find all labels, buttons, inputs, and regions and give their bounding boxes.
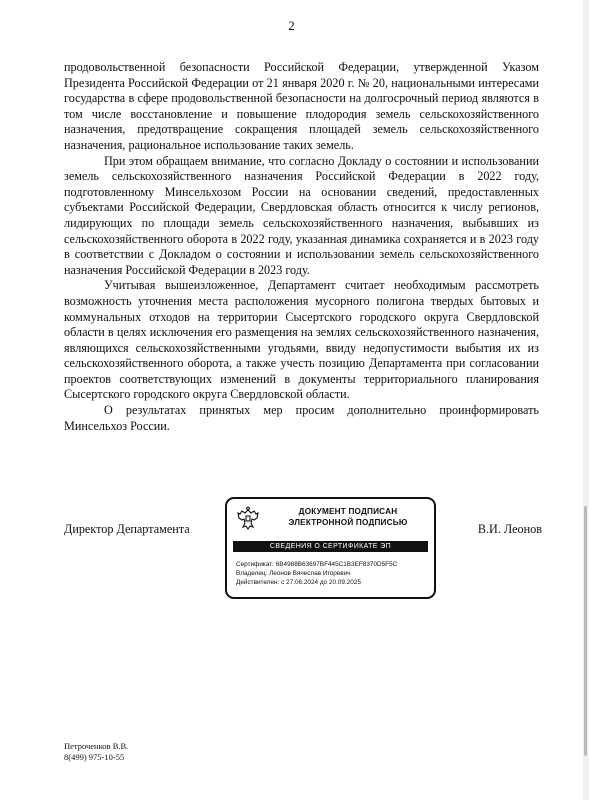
scrollbar[interactable] — [584, 506, 587, 756]
signer-position: Директор Департамента — [64, 522, 190, 536]
stamp-title-line-2: ЭЛЕКТРОННОЙ ПОДПИСЬЮ — [288, 518, 408, 527]
paragraph-4: О результатах принятых мер просим дополнительно проинформировать Минсельхоз России. — [64, 403, 539, 433]
paragraph-2: При этом обращаем внимание, что согласно Докладу о состоянии и использовании земель сельскохозяйственного назначения Российской Федерации в 2022 году, подготовленному Минсельхозом России на основании сведений, предоставленных субъектами Российской Федерации, Свердловская область относится к числу регионов, лидирующих по площади земель сельскохозяйственного назначения, выбывших из сельскохозяйственного оборота в 2022 году, указанная динамика сохраняется и в 2023 году в соответствии с Докладом о состоянии и использовании земель сельскохозяйственного назначения Российской Федерации в 2023 году. — [64, 153, 539, 277]
certificate-validity: Действителен: с 27.06.2024 до 20.09.2025 — [236, 579, 361, 586]
paragraph-3: Учитывая вышеизложенное, Департамент считает необходимым рассмотреть возможность уточнения места расположения мусорного полигона твердых бытовых и коммунальных отходов на территории Сысертского городского округа Свердловской области в целях исключения его размещения на землях сельскохозяйственного назначения, являющихся сельскохозяйственными угодьями, ввиду недопустимости выбытия их из сельскохозяйственного оборота, а также учесть позицию Департамента при согласовании проектов соответствующих изменений в документы территориального планирования Сысертского городского округа Свердловской области. — [64, 278, 539, 402]
electronic-signature-stamp — [225, 497, 436, 599]
certificate-number: Сертификат: 6B4988B63697BF445C1B3EF8370D5F5C — [236, 561, 398, 568]
stamp-title-line-1: ДОКУМЕНТ ПОДПИСАН — [298, 507, 398, 516]
certificate-details — [236, 560, 397, 587]
paragraph-1: продовольственной безопасности Российской Федерации, утвержденной Указом Президента Российской Федерации от 21 января 2020 г. № 20, национальными интересами государства в сфере продовольственной безопасности на долгосрочный период являются в том числе восстановление и повышение плодородия земель сельскохозяйственного назначения, предотвращение сокращения площадей земель сельскохозяйственного назначения, рациональное использование таких земель. — [64, 60, 539, 152]
executor-info — [64, 741, 128, 763]
letter-body — [64, 60, 539, 434]
executor-phone: 8(499) 975-10-55 — [64, 752, 125, 762]
signer-name: В.И. Леонов — [477, 522, 542, 536]
certificate-owner: Владелец: Леонов Вячеслав Игоревич — [236, 570, 351, 577]
stamp-title — [267, 506, 429, 528]
executor-name: Петроченков В.В. — [64, 741, 129, 751]
page-number: 2 — [288, 18, 295, 33]
certificate-info-header: СВЕДЕНИЯ О СЕРТИФИКАТЕ ЭП — [233, 541, 428, 552]
coat-of-arms-icon — [234, 505, 262, 533]
